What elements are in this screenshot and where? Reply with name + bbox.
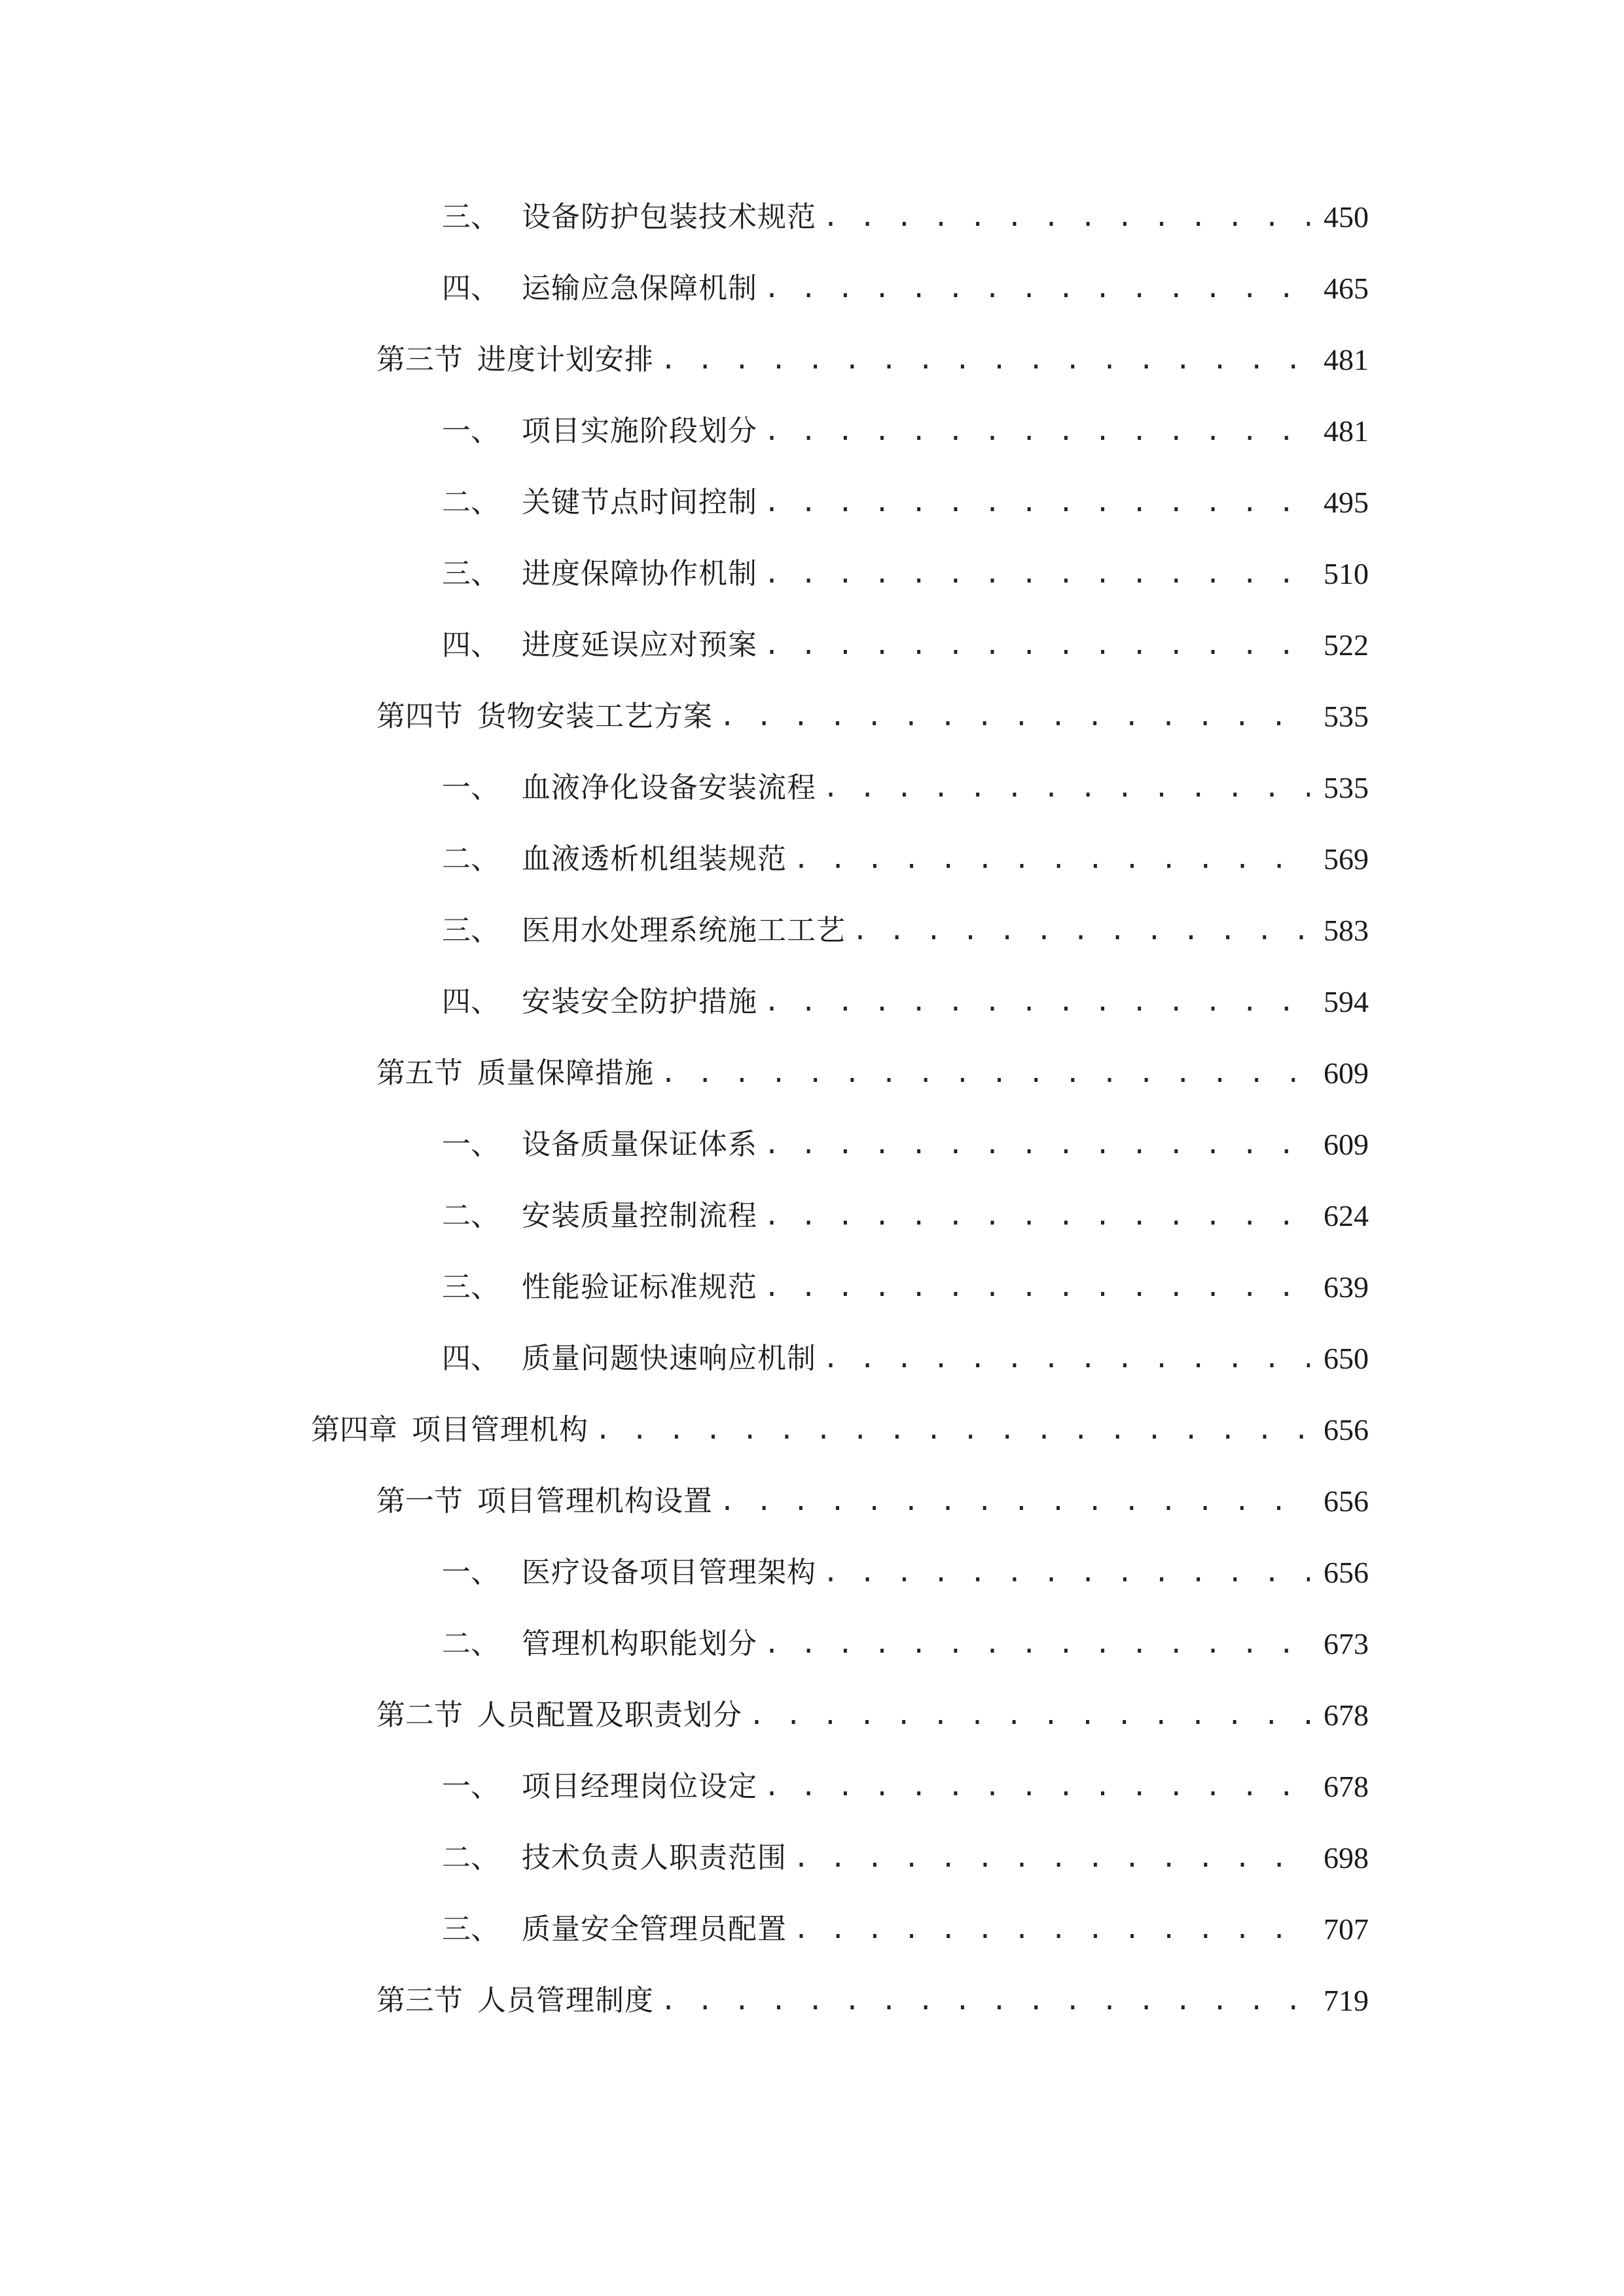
toc-page-number: 481 xyxy=(1324,343,1369,376)
toc-number: 一、 xyxy=(442,414,499,448)
toc-entry[interactable] xyxy=(0,691,1624,743)
toc-title: 管理机构职能划分 xyxy=(522,1627,757,1660)
toc-page-number: 609 xyxy=(1324,1128,1369,1161)
toc-title: 血液净化设备安装流程 xyxy=(522,771,816,804)
toc-title: 设备防护包装技术规范 xyxy=(522,200,816,234)
toc-number: 三、 xyxy=(442,1912,499,1946)
toc-number: 二、 xyxy=(442,1841,499,1874)
dot-leader xyxy=(757,405,1310,457)
toc-page-number: 522 xyxy=(1324,628,1369,662)
toc-title: 货物安装工艺方案 xyxy=(477,700,713,733)
toc-number: 一、 xyxy=(442,1128,499,1161)
toc-page-number: 583 xyxy=(1324,914,1369,947)
dot-leader xyxy=(757,262,1310,315)
toc-title: 医用水处理系统施工工艺 xyxy=(522,914,846,947)
toc-number: 第四节 xyxy=(376,700,463,733)
toc-number: 第一节 xyxy=(376,1484,463,1518)
toc-entry[interactable] xyxy=(0,1475,1624,1528)
dot-leader xyxy=(787,833,1310,886)
toc-entry[interactable] xyxy=(0,1547,1624,1599)
toc-entry[interactable] xyxy=(0,619,1624,672)
toc-entry[interactable] xyxy=(0,1333,1624,1385)
dot-leader xyxy=(787,1903,1310,1956)
toc-entry[interactable] xyxy=(0,1903,1624,1956)
toc-number: 一、 xyxy=(442,771,499,804)
toc-number: 第五节 xyxy=(376,1056,463,1090)
toc-number: 一、 xyxy=(442,1770,499,1803)
toc-number: 三、 xyxy=(442,200,499,234)
toc-number: 三、 xyxy=(442,1270,499,1304)
toc-entry[interactable] xyxy=(0,1404,1624,1456)
toc-page-number: 650 xyxy=(1324,1342,1369,1375)
toc-title: 安装安全防护措施 xyxy=(522,985,757,1018)
toc-entry[interactable] xyxy=(0,548,1624,600)
toc-entry[interactable] xyxy=(0,1261,1624,1314)
toc-page-number: 594 xyxy=(1324,985,1369,1018)
toc-entry[interactable] xyxy=(0,976,1624,1028)
toc-title: 进度计划安排 xyxy=(477,343,654,376)
toc-title: 项目经理岗位设定 xyxy=(522,1770,757,1803)
toc-number: 二、 xyxy=(442,842,499,876)
dot-leader xyxy=(742,1689,1310,1742)
toc-page-number: 609 xyxy=(1324,1056,1369,1090)
toc-title: 运输应急保障机制 xyxy=(522,272,757,305)
dot-leader xyxy=(816,762,1310,814)
dot-leader xyxy=(757,1119,1310,1171)
dot-leader xyxy=(757,1761,1310,1813)
toc-entry[interactable] xyxy=(0,1190,1624,1242)
toc-number: 第三节 xyxy=(376,1984,463,2017)
toc-number: 三、 xyxy=(442,914,499,947)
dot-leader xyxy=(757,1618,1310,1670)
toc-page-number: 707 xyxy=(1324,1912,1369,1946)
toc-title: 人员管理制度 xyxy=(477,1984,654,2017)
toc-page-number: 465 xyxy=(1324,272,1369,305)
toc-title: 关键节点时间控制 xyxy=(522,486,757,519)
toc-title: 项目管理机构设置 xyxy=(477,1484,713,1518)
toc-title: 项目管理机构 xyxy=(412,1413,588,1446)
dot-leader xyxy=(816,1333,1310,1385)
toc-title: 性能验证标准规范 xyxy=(522,1270,757,1304)
dot-leader xyxy=(757,1190,1310,1242)
toc-page-number: 656 xyxy=(1324,1484,1369,1518)
toc-page-number: 656 xyxy=(1324,1413,1369,1446)
toc-page-number: 656 xyxy=(1324,1556,1369,1589)
dot-leader xyxy=(757,476,1310,529)
toc-page-number: 495 xyxy=(1324,486,1369,519)
toc-entry[interactable] xyxy=(0,191,1624,243)
toc-number: 第三节 xyxy=(376,343,463,376)
toc-number: 第二节 xyxy=(376,1698,463,1732)
toc-entry[interactable] xyxy=(0,1119,1624,1171)
toc-title: 安装质量控制流程 xyxy=(522,1199,757,1232)
dot-leader xyxy=(654,1975,1310,2027)
toc-title: 医疗设备项目管理架构 xyxy=(522,1556,816,1589)
toc-number: 四、 xyxy=(442,628,499,662)
toc-number: 四、 xyxy=(442,1342,499,1375)
toc-entry[interactable] xyxy=(0,1761,1624,1813)
toc-page-number: 450 xyxy=(1324,200,1369,234)
toc-number: 二、 xyxy=(442,486,499,519)
toc-number: 二、 xyxy=(442,1199,499,1232)
toc-entry[interactable] xyxy=(0,1047,1624,1100)
toc-page-number: 639 xyxy=(1324,1270,1369,1304)
toc-number: 四、 xyxy=(442,985,499,1018)
toc-page-number: 535 xyxy=(1324,700,1369,733)
toc-entry[interactable] xyxy=(0,476,1624,529)
toc-entry[interactable] xyxy=(0,762,1624,814)
toc-title: 技术负责人职责范围 xyxy=(522,1841,787,1874)
dot-leader xyxy=(757,548,1310,600)
toc-page-number: 569 xyxy=(1324,842,1369,876)
toc-entry[interactable] xyxy=(0,262,1624,315)
toc-title: 设备质量保证体系 xyxy=(522,1128,757,1161)
toc-entry[interactable] xyxy=(0,833,1624,886)
toc-page-number: 673 xyxy=(1324,1627,1369,1660)
dot-leader xyxy=(816,1547,1310,1599)
toc-title: 人员配置及职责划分 xyxy=(477,1698,742,1732)
dot-leader xyxy=(654,334,1310,386)
toc-title: 进度保障协作机制 xyxy=(522,557,757,590)
toc-entry[interactable] xyxy=(0,905,1624,957)
toc-page-number: 719 xyxy=(1324,1984,1369,2017)
toc-page-number: 678 xyxy=(1324,1770,1369,1803)
toc-page-number: 624 xyxy=(1324,1199,1369,1232)
dot-leader xyxy=(713,691,1310,743)
toc-title: 质量问题快速响应机制 xyxy=(522,1342,816,1375)
toc-page-number: 510 xyxy=(1324,557,1369,590)
toc-page-number: 535 xyxy=(1324,771,1369,804)
dot-leader xyxy=(846,905,1310,957)
toc-page-number: 698 xyxy=(1324,1841,1369,1874)
dot-leader xyxy=(654,1047,1310,1100)
toc-entry[interactable] xyxy=(0,405,1624,457)
dot-leader xyxy=(588,1404,1310,1456)
toc-title: 质量安全管理员配置 xyxy=(522,1912,787,1946)
dot-leader xyxy=(787,1832,1310,1884)
toc-number: 二、 xyxy=(442,1627,499,1660)
toc-entry[interactable] xyxy=(0,1689,1624,1742)
dot-leader xyxy=(757,619,1310,672)
toc-title: 进度延误应对预案 xyxy=(522,628,757,662)
dot-leader xyxy=(757,976,1310,1028)
toc-title: 质量保障措施 xyxy=(477,1056,654,1090)
toc-number: 第四章 xyxy=(311,1413,397,1446)
toc-number: 一、 xyxy=(442,1556,499,1589)
toc-title: 血液透析机组装规范 xyxy=(522,842,787,876)
dot-leader xyxy=(816,191,1310,243)
toc-page-number: 678 xyxy=(1324,1698,1369,1732)
toc-number: 三、 xyxy=(442,557,499,590)
dot-leader xyxy=(713,1475,1310,1528)
toc-number: 四、 xyxy=(442,272,499,305)
toc-entry[interactable] xyxy=(0,1618,1624,1670)
dot-leader xyxy=(757,1261,1310,1314)
toc-entry[interactable] xyxy=(0,1832,1624,1884)
toc-entry[interactable] xyxy=(0,334,1624,386)
toc-entry[interactable] xyxy=(0,1975,1624,2027)
toc-title: 项目实施阶段划分 xyxy=(522,414,757,448)
toc-page-number: 481 xyxy=(1324,414,1369,448)
